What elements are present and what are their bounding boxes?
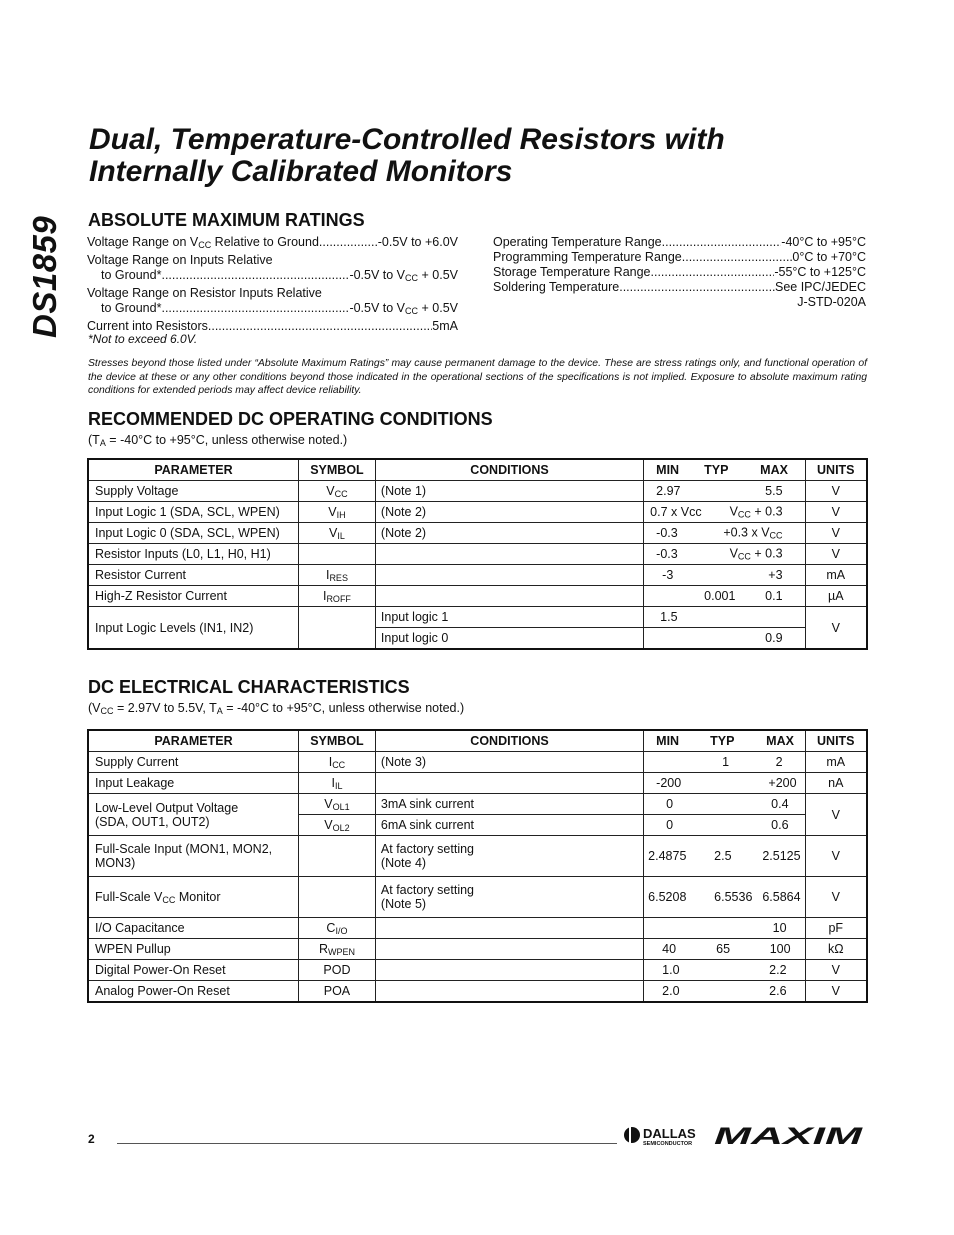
table-row: [88, 939, 867, 960]
amr-left-list: [87, 235, 458, 334]
page-title: [89, 124, 725, 188]
amr-item-label: Current into Resistors: [87, 319, 208, 333]
param-cell: Analog Power-On Reset: [88, 981, 299, 1003]
amr-right-item: [493, 235, 866, 250]
min-value: 40: [662, 942, 677, 956]
col-units: UNITS: [805, 459, 867, 481]
amr-left-item: [87, 268, 458, 286]
min-typ-max-cell: [644, 586, 805, 607]
param-cell: [88, 836, 299, 877]
table-row: [88, 481, 867, 502]
table-row: [88, 981, 867, 1003]
amr-leader-dots: [161, 301, 349, 319]
rdc-conditions: ($T_A = -40^\circ C$ to +95°C, unless otherwise noted.): [88, 433, 348, 448]
min-typ-max-cell: [644, 836, 805, 877]
min-value: 0.7 x Vcc: [650, 505, 702, 519]
symbol-cell: $I_{CC}$: [299, 752, 376, 773]
min-typ-max-cell: [644, 877, 805, 918]
amr-item-value: -0.5V to +6.0V: [377, 235, 458, 249]
max-value: 0.6: [771, 818, 789, 832]
amr-item-value: 0°C to +70°C: [792, 250, 866, 264]
amr-item-label: to Ground*: [101, 301, 162, 315]
symbol-cell: $C_{I/O}$: [299, 918, 376, 939]
min-value: 2.0: [662, 984, 680, 998]
max-value: 10: [772, 921, 787, 935]
units-cell: V: [805, 877, 867, 918]
min-value: 2.4875: [648, 849, 687, 863]
symbol-cell: [299, 836, 376, 877]
symbol-cell: $I_{ROFF}$: [299, 586, 376, 607]
table-row: [88, 523, 867, 544]
table-row: [88, 773, 867, 794]
typ-value: 2.5: [714, 849, 732, 863]
min-typ-max-cell: [644, 918, 805, 939]
units-cell: mA: [805, 565, 867, 586]
amr-heading: ABSOLUTE MAXIMUM RATINGS: [88, 210, 365, 230]
min-value: 0: [666, 818, 674, 832]
col-min-typ-max: MIN TYP MAX: [644, 730, 805, 752]
param-cell: I/O Capacitance: [88, 918, 299, 939]
min-value: -200: [656, 776, 682, 790]
col-symbol: SYMBOL: [299, 730, 376, 752]
table-header-row: [88, 459, 867, 481]
symbol-cell: $V_{IH}$: [299, 502, 376, 523]
param-cell: Input Logic 0 (SDA, SCL, WPEN): [88, 523, 299, 544]
typ-value: 65: [716, 942, 731, 956]
maxim-logo: [714, 1124, 866, 1148]
conditions-cell: [375, 939, 643, 960]
amr-item-value: -0.5V to $V_{CC} + 0.5V$: [349, 268, 458, 283]
min-typ-max-cell: [644, 960, 805, 981]
param-cell: Resistor Inputs (L0, L1, H0, H1): [88, 544, 299, 565]
table-row: [88, 794, 867, 815]
col-conditions: CONDITIONS: [375, 730, 643, 752]
symbol-cell: $V_{OL1}$: [299, 794, 376, 815]
conditions-cell: [375, 544, 643, 565]
amr-item-value: -0.5V to $V_{CC} + 0.5V$: [349, 301, 458, 316]
symbol-cell: POD: [299, 960, 376, 981]
symbol-cell: $V_{IL}$: [299, 523, 376, 544]
conditions-cell: (Note 2): [375, 523, 643, 544]
amr-leader-dots: [651, 265, 775, 280]
max-value: $V_{CC} + 0.3$: [729, 504, 783, 520]
units-cell: V: [805, 836, 867, 877]
amr-right-list: [493, 235, 866, 310]
param-line: MON3): [95, 856, 136, 870]
conditions-cell: (Note 2): [375, 502, 643, 523]
param-cell: High-Z Resistor Current: [88, 586, 299, 607]
typ-value: 0.001: [704, 589, 736, 603]
units-cell: V: [805, 502, 867, 523]
amr-left-item: [87, 301, 458, 319]
col-parameter: PARAMETER: [88, 459, 299, 481]
dce-heading: DC ELECTRICAL CHARACTERISTICS: [88, 677, 410, 697]
symbol-cell: $I_{IL}$: [299, 773, 376, 794]
conditions-cell: [375, 586, 643, 607]
symbol-cell: [299, 877, 376, 918]
symbol-cell: $V_{OL2}$: [299, 815, 376, 836]
conditions-cell: [375, 918, 643, 939]
symbol-cell: [299, 607, 376, 650]
table-row: [88, 918, 867, 939]
dallas-text: DALLAS: [643, 1126, 696, 1141]
min-value: -0.3: [656, 526, 678, 540]
amr-footnote: *Not to exceed 6.0V.: [88, 332, 198, 346]
title-line-2: Internally Calibrated Monitors: [89, 155, 513, 188]
table-row: [88, 960, 867, 981]
footer-rule: [117, 1143, 617, 1144]
col-min-typ-max: MIN TYP MAX: [644, 459, 805, 481]
table-row: [88, 752, 867, 773]
conditions-line: (Note 4): [380, 856, 427, 870]
amr-item-label: Voltage Range on $V_{CC}$ Relative to Ground: [87, 235, 319, 250]
conditions-cell: 3mA sink current: [375, 794, 643, 815]
amr-item-label: to Ground*: [101, 268, 162, 282]
conditions-cell: [375, 877, 643, 918]
max-value: 5.5: [765, 484, 783, 498]
min-typ-max-cell: [644, 565, 805, 586]
amr-leader-dots: [161, 268, 349, 286]
typ-value: 6.5536: [714, 890, 753, 904]
min-typ-max-cell: [644, 481, 805, 502]
min-value: -0.3: [656, 547, 678, 561]
amr-item-value: -55°C to +125°C: [774, 265, 866, 279]
param-cell: Supply Voltage: [88, 481, 299, 502]
table-row: [88, 586, 867, 607]
conditions-cell: [375, 773, 643, 794]
amr-item-label: Programming Temperature Range: [493, 250, 682, 264]
min-typ-max-cell: [644, 773, 805, 794]
part-number-side-label: DS1859: [26, 215, 63, 338]
table-row: [88, 836, 867, 877]
max-value: 0.9: [765, 631, 783, 645]
dallas-logo: [622, 1124, 712, 1148]
param-cell: [88, 794, 299, 836]
min-value: 1.5: [660, 610, 678, 624]
amr-item-label: Voltage Range on Resistor Inputs Relative: [87, 286, 322, 300]
min-typ-max-cell: [644, 544, 805, 565]
units-cell: mA: [805, 752, 867, 773]
min-typ-max-cell: [644, 502, 805, 523]
amr-right-item: [493, 265, 866, 280]
title-line-1: Dual, Temperature-Controlled Resistors with: [89, 123, 725, 156]
table-row: [88, 565, 867, 586]
table-row: [88, 544, 867, 565]
min-value: 0: [666, 797, 674, 811]
conditions-cell: [375, 960, 643, 981]
typ-value: 1: [722, 755, 730, 769]
units-cell: kΩ: [805, 939, 867, 960]
col-conditions: CONDITIONS: [375, 459, 643, 481]
max-value: $V_{CC} + 0.3$: [729, 546, 783, 562]
conditions-cell: [375, 836, 643, 877]
table-row: [88, 502, 867, 523]
symbol-cell: $R_{WPEN}$: [299, 939, 376, 960]
min-typ-max-cell: [644, 752, 805, 773]
min-typ-max-cell: [644, 794, 805, 815]
amr-item-value: J-STD-020A: [797, 295, 866, 309]
table-row: [88, 607, 867, 628]
amr-item-label: Operating Temperature Range: [493, 235, 662, 249]
param-line: Low-Level Output Voltage: [95, 800, 239, 815]
conditions-line: At factory setting: [380, 883, 475, 897]
table-row: [88, 877, 867, 918]
conditions-line: At factory setting: [380, 842, 475, 856]
amr-left-item: [87, 253, 458, 268]
units-cell: V: [805, 794, 867, 836]
conditions-cell: 6mA sink current: [375, 815, 643, 836]
col-symbol: SYMBOL: [299, 459, 376, 481]
symbol-cell: $V_{CC}$: [299, 481, 376, 502]
min-value: 6.5208: [648, 890, 687, 904]
max-value: 100: [769, 942, 791, 956]
min-typ-max-cell: [644, 523, 805, 544]
param-cell: Digital Power-On Reset: [88, 960, 299, 981]
units-cell: V: [805, 544, 867, 565]
amr-right-item: [493, 280, 866, 295]
conditions-cell: [375, 565, 643, 586]
units-cell: V: [805, 960, 867, 981]
max-value: +200: [768, 776, 797, 790]
max-value: 2.2: [769, 963, 787, 977]
param-cell: Full-Scale $V_{CC}$ Monitor: [88, 877, 299, 918]
rdc-heading: RECOMMENDED DC OPERATING CONDITIONS: [88, 409, 493, 429]
conditions-cell: Input logic 1: [375, 607, 643, 628]
semiconductor-text: SEMICONDUCTOR: [643, 1141, 693, 1147]
col-units: UNITS: [805, 730, 867, 752]
dce-conditions: ($V_{CC} = 2.97V$ to 5.5V, $T_A = -40^\circ C$ to +95°C, unless otherwise noted.): [88, 701, 465, 716]
min-typ-max-cell: [644, 628, 805, 650]
conditions-cell: [375, 981, 643, 1003]
max-value: +3: [768, 568, 783, 582]
amr-leader-dots: [619, 280, 775, 295]
amr-item-label: Voltage Range on Inputs Relative: [87, 253, 273, 267]
stress-note: Stresses beyond those listed under “Absolute Maximum Ratings” may cause permanent damage to the device. These are stress ratings only, and functional operation of the device at these or any other conditions beyond those indicated in the operational sections of the specifications is not implied. Exposure to absolute maximum rating conditions for extended periods may affect device reliability.: [88, 358, 867, 397]
param-line: Full-Scale Input (MON1, MON2,: [95, 842, 273, 856]
param-cell: Input Logic 1 (SDA, SCL, WPEN): [88, 502, 299, 523]
dallas-mark-icon: [624, 1127, 640, 1143]
amr-leader-dots: [662, 235, 782, 250]
amr-right-item: [493, 295, 866, 310]
min-typ-max-cell: [644, 815, 805, 836]
param-cell: WPEN Pullup: [88, 939, 299, 960]
col-parameter: PARAMETER: [88, 730, 299, 752]
conditions-cell: Input logic 0: [375, 628, 643, 650]
amr-left-item: [87, 286, 458, 301]
param-cell: Input Logic Levels (IN1, IN2): [88, 607, 299, 650]
amr-left-item: [87, 235, 458, 253]
amr-leader-dots: [208, 319, 432, 334]
amr-item-value: 5mA: [432, 319, 458, 333]
max-value: 2: [775, 755, 783, 769]
table-header-row: [88, 730, 867, 752]
conditions-cell: (Note 1): [375, 481, 643, 502]
max-value: 0.4: [771, 797, 789, 811]
symbol-cell: [299, 544, 376, 565]
units-cell: pF: [805, 918, 867, 939]
units-cell: V: [805, 981, 867, 1003]
amr-right-item: [493, 250, 866, 265]
amr-item-label: Storage Temperature Range: [493, 265, 651, 279]
param-cell: Input Leakage: [88, 773, 299, 794]
dce-table: [87, 729, 868, 1003]
param-line: (SDA, OUT1, OUT2): [95, 814, 210, 829]
page-number: 2: [88, 1132, 95, 1146]
conditions-line: (Note 5): [380, 897, 427, 911]
param-cell: Supply Current: [88, 752, 299, 773]
max-value: 0.1: [765, 589, 783, 603]
symbol-cell: POA: [299, 981, 376, 1003]
max-value: 6.5864: [762, 890, 801, 904]
amr-item-value: -40°C to +95°C: [781, 235, 866, 249]
min-value: 2.97: [656, 484, 681, 498]
amr-leader-dots: [319, 235, 378, 253]
min-typ-max-cell: [644, 607, 805, 628]
units-cell: V: [805, 523, 867, 544]
min-value: -3: [662, 568, 674, 582]
min-value: 1.0: [662, 963, 680, 977]
maxim-text: MAXIM: [714, 1124, 864, 1148]
amr-item-value: See IPC/JEDEC: [774, 280, 866, 294]
units-cell: nA: [805, 773, 867, 794]
amr-item-label: Soldering Temperature: [493, 280, 620, 294]
min-typ-max-cell: [644, 981, 805, 1003]
units-cell: µA: [805, 586, 867, 607]
max-value: 2.5125: [762, 849, 801, 863]
max-value: 2.6: [769, 984, 787, 998]
rdc-table: [87, 458, 868, 650]
symbol-cell: $I_{RES}$: [299, 565, 376, 586]
units-cell: V: [805, 607, 867, 650]
param-cell: Resistor Current: [88, 565, 299, 586]
min-typ-max-cell: [644, 939, 805, 960]
amr-leader-dots: [682, 250, 793, 265]
units-cell: V: [805, 481, 867, 502]
conditions-cell: (Note 3): [375, 752, 643, 773]
max-value: +0.3 x $V_{CC}$: [723, 525, 783, 541]
